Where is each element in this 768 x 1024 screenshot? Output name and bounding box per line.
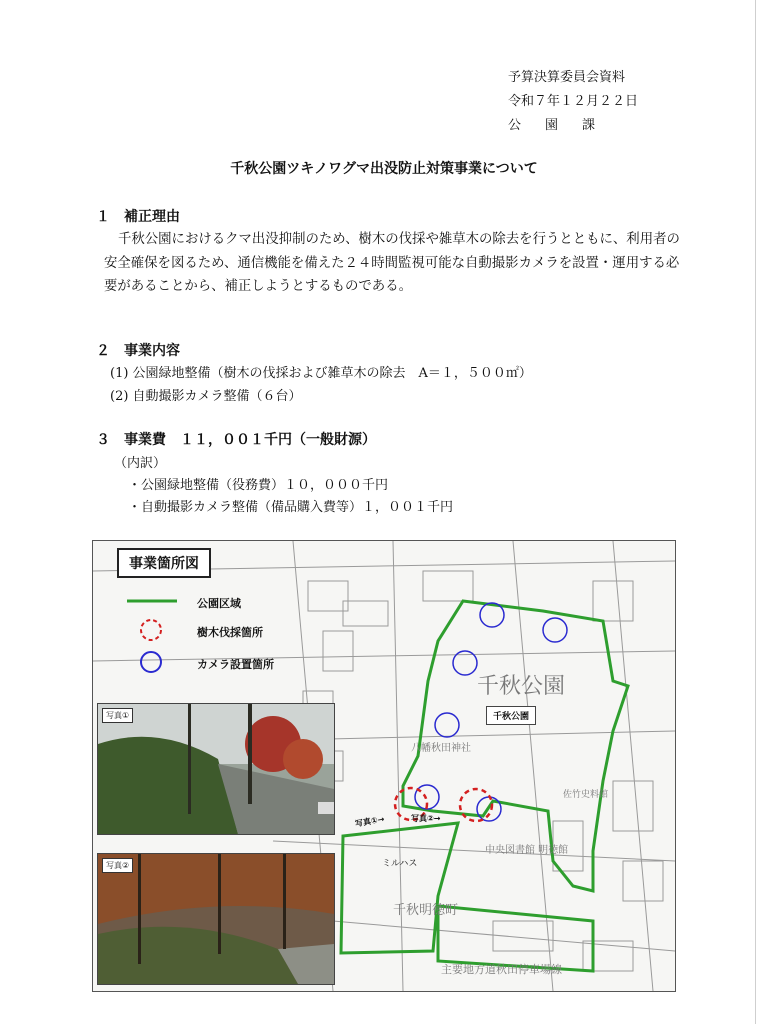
park-name-box: 千秋公園 — [486, 706, 536, 725]
photo-1-tag: 写真① — [102, 708, 133, 723]
section-1-body: 千秋公園におけるクマ出没抑制のため、樹木の伐採や雑草木の除去を行うとともに、利用者の安全確保を図るため、通信機能を備えた２４時間監視可能な自動撮影カメラを設置・運用する必要があることから、補正しようとするものである。 — [104, 232, 680, 294]
section-2-title: 事業内容 — [124, 343, 180, 359]
doc-type: 予算決算委員会資料 — [508, 70, 626, 85]
photo-1 — [97, 703, 335, 835]
document-title: 千秋公園ツキノワグマ出没防止対策事業について — [230, 161, 538, 177]
page-edge-line — [755, 0, 756, 1024]
section-3-heading — [96, 429, 376, 449]
map-museum-label: 佐竹史料館 — [563, 790, 609, 800]
breakdown-item-1: ・公園緑地整備（役務費）１０，０００千円 — [128, 478, 389, 493]
photo-2-image — [98, 854, 334, 984]
camera-marker — [435, 713, 459, 737]
section-2-item-2: (2) 自動撮影カメラ整備（６台） — [110, 389, 302, 404]
legend-tree-text: 樹木伐採箇所 — [197, 626, 263, 639]
breakdown-item-2: ・自動撮影カメラ整備（備品購入費等）１，００１千円 — [128, 500, 454, 515]
breakdown-label: （内訳） — [114, 456, 167, 471]
document-header — [508, 66, 678, 138]
photo2-arrow-label: 写真②→ — [411, 814, 441, 823]
camera-marker — [480, 603, 504, 627]
section-2-number: ２ — [96, 343, 110, 359]
section-3-title: 事業費 １１，００１千円（一般財源） — [124, 432, 376, 448]
map-district-label: 千秋明徳町 — [393, 903, 459, 918]
photo-2-tag: 写真② — [102, 858, 133, 873]
project-location-map — [92, 540, 676, 992]
section-3-number: ３ — [96, 432, 110, 448]
milhas-label: ミルハス — [382, 859, 418, 869]
legend-park-text: 公園区域 — [197, 597, 241, 610]
section-2-item-1: (1) 公園緑地整備（樹木の伐採および雑草木の除去 A＝１，５００㎡） — [110, 366, 532, 381]
section-1-title: 補正理由 — [124, 209, 180, 225]
section-1-heading — [96, 206, 180, 226]
map-shrine-label: 八幡秋田神社 — [411, 743, 471, 754]
map-park-label: 千秋公園 — [477, 674, 566, 699]
photo-2 — [97, 853, 335, 985]
department: 公園課 — [508, 118, 620, 133]
camera-marker — [543, 618, 567, 642]
legend-tree-swatch — [141, 620, 161, 640]
legend-camera-text: カメラ設置箇所 — [197, 658, 274, 671]
doc-date: 令和７年１２月２２日 — [508, 94, 639, 109]
map-title: 事業箇所図 — [117, 548, 211, 578]
legend-camera-swatch — [141, 652, 161, 672]
section-1-number: １ — [96, 209, 110, 225]
map-library-label: 中央図書館 明徳館 — [485, 845, 569, 856]
photo-1-image — [98, 704, 334, 834]
section-2-heading — [96, 340, 180, 360]
photo1-arrow-label: 写真①→ — [354, 814, 386, 829]
map-road-label: 主要地方道秋田停車場線 — [441, 963, 562, 976]
